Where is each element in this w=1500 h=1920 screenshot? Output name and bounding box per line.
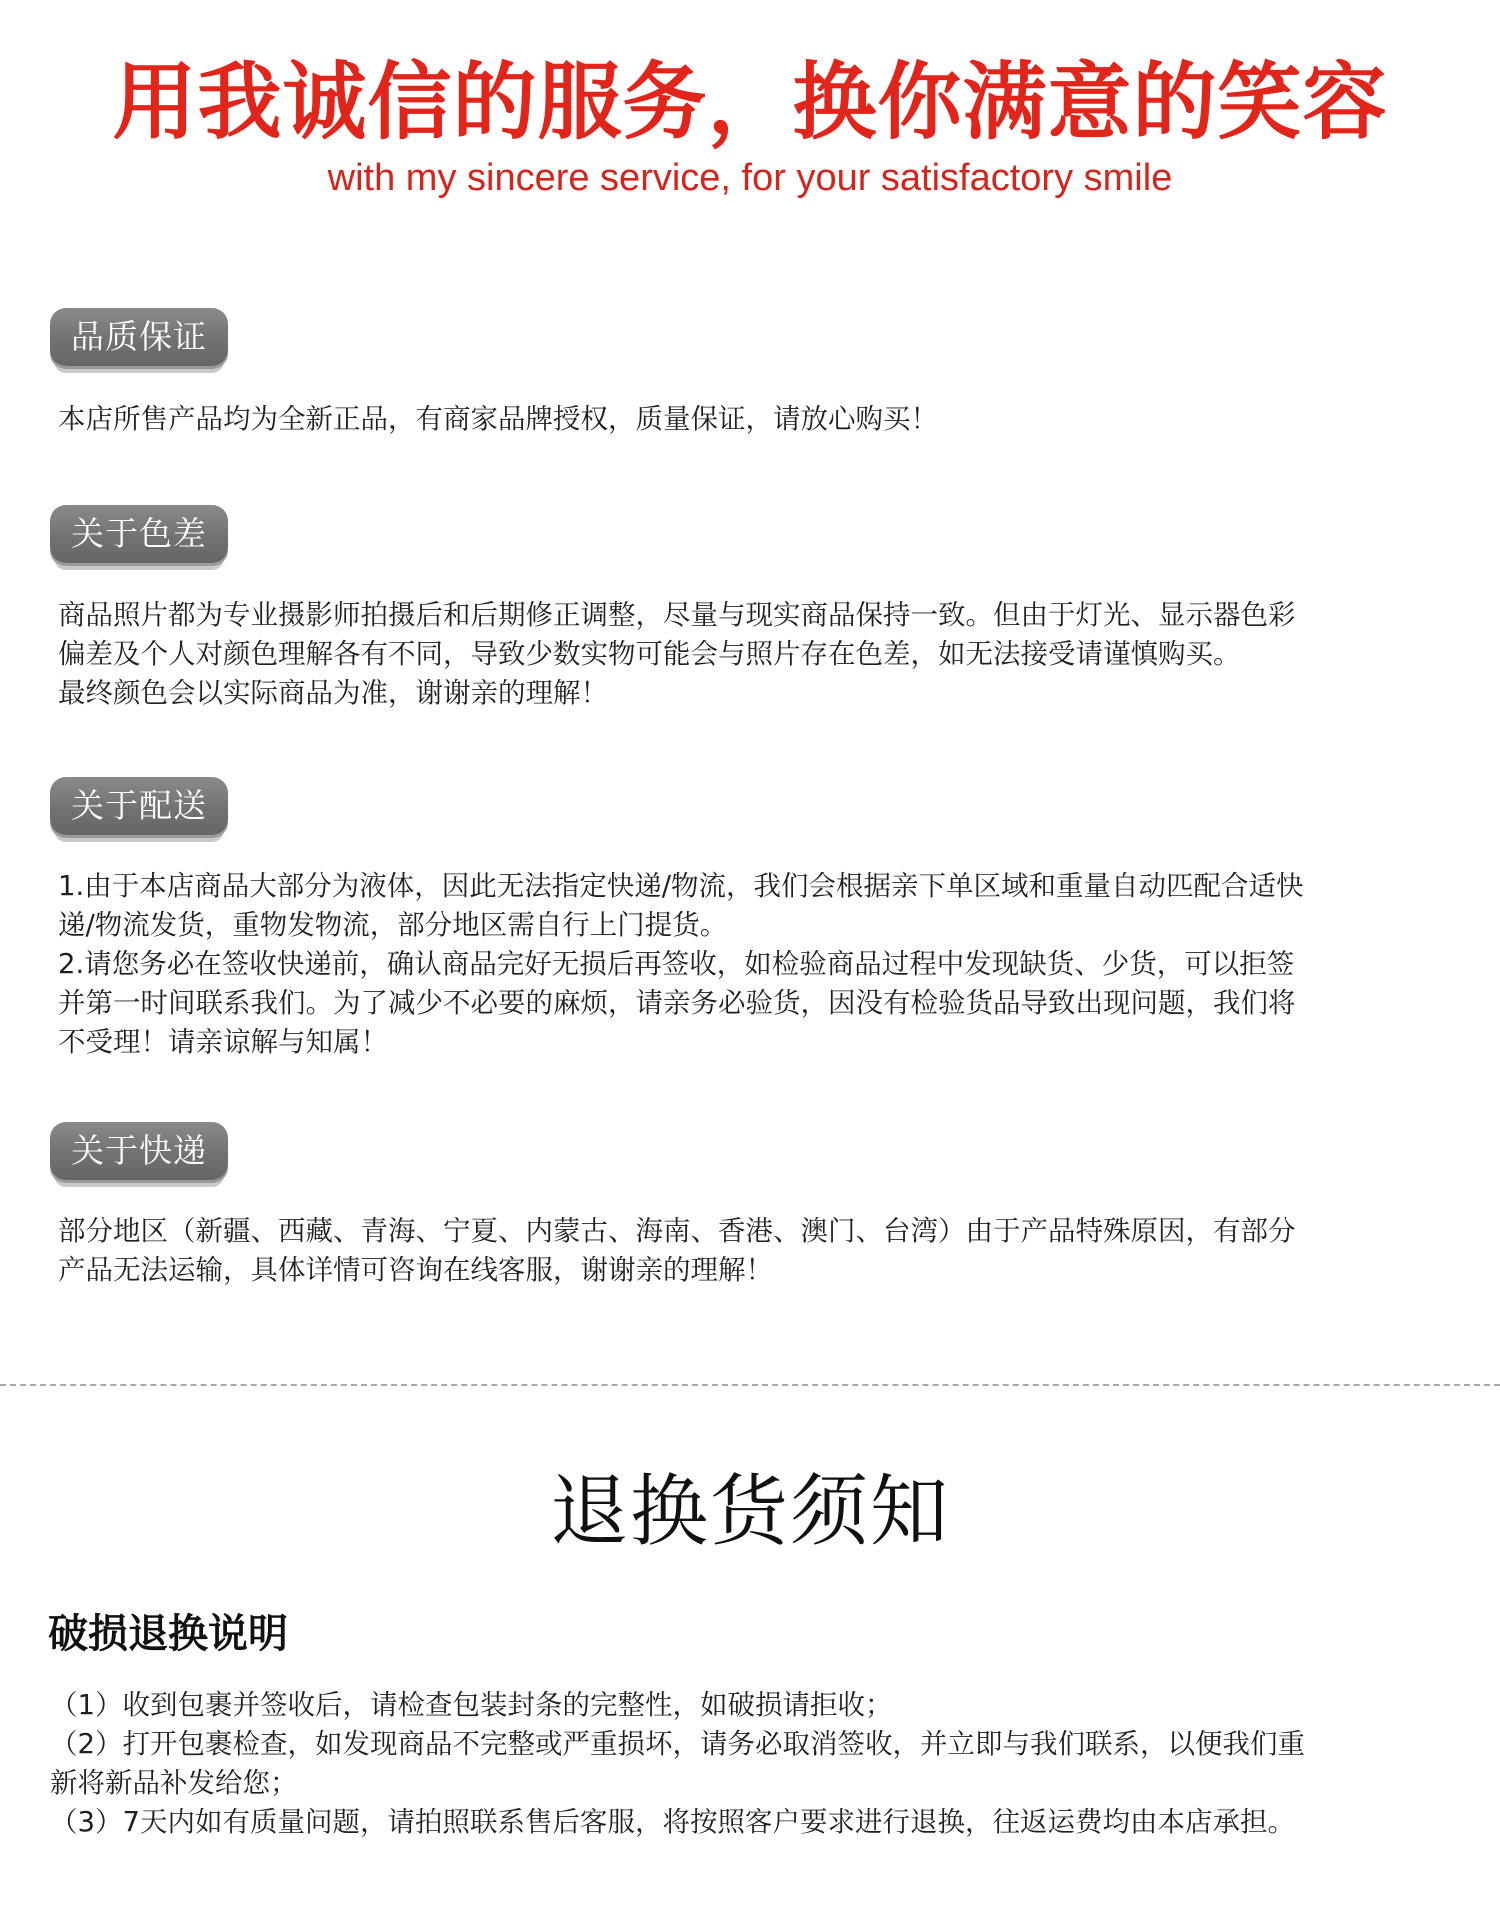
section-badge-quality: 品质保证 <box>50 308 228 366</box>
section-text-quality <box>58 400 1448 439</box>
hero-banner <box>0 53 1500 202</box>
text-line: 并第一时间联系我们。为了减少不必要的麻烦，请亲务必验货，因没有检验货品导致出现问题，我们将 <box>58 987 1296 1019</box>
text-line: （3）7天内如有质量问题，请拍照联系售后客服，将按照客户要求进行退换，往返运费均由本店承担。 <box>50 1806 1295 1838</box>
hero-subtitle: with my sincere service, for your satisfactory smile <box>327 157 1173 200</box>
section-badge-express: 关于快递 <box>50 1122 228 1180</box>
section-text-express <box>58 1212 1448 1290</box>
text-line: 2.请您务必在签收快递前，确认商品完好无损后再签收，如检验商品过程中发现缺货、少货，可以拒签 <box>58 948 1295 980</box>
section-text-delivery <box>58 867 1448 1062</box>
returns-subheading: 破损退换说明 <box>48 1611 288 1657</box>
text-line: 本店所售产品均为全新正品，有商家品牌授权，质量保证，请放心购买！ <box>58 403 938 435</box>
hero-title: 用我诚信的服务，换你满意的笑容 <box>112 53 1388 151</box>
text-line: （1）收到包裹并签收后，请检查包装封条的完整性，如破损请拒收； <box>50 1689 893 1721</box>
text-line: 新将新品补发给您； <box>50 1767 298 1799</box>
returns-title: 退换货须知 <box>549 1467 950 1557</box>
section-badge-color: 关于色差 <box>50 505 228 563</box>
text-line: 产品无法运输，具体详情可咨询在线客服，谢谢亲的理解！ <box>58 1254 773 1286</box>
section-badge-delivery: 关于配送 <box>50 777 228 835</box>
text-line: （2）打开包裹检查，如发现商品不完整或严重损坏，请务必取消签收，并立即与我们联系，以便我们重 <box>50 1728 1305 1760</box>
dashed-divider <box>0 1384 1500 1386</box>
text-line: 偏差及个人对颜色理解各有不同，导致少数实物可能会与照片存在色差，如无法接受请谨慎购买。 <box>58 638 1241 670</box>
returns-text <box>50 1686 1470 1842</box>
text-line: 商品照片都为专业摄影师拍摄后和后期修正调整，尽量与现实商品保持一致。但由于灯光、显示器色彩 <box>58 599 1296 631</box>
text-line: 不受理！请亲谅解与知属！ <box>58 1026 388 1058</box>
text-line: 部分地区（新疆、西藏、青海、宁夏、内蒙古、海南、香港、澳门、台湾）由于产品特殊原因，有部分 <box>58 1215 1296 1247</box>
text-line: 1.由于本店商品大部分为液体，因此无法指定快递/物流，我们会根据亲下单区域和重量自动匹配合适快 <box>58 870 1304 902</box>
section-text-color <box>58 596 1448 713</box>
text-line: 最终颜色会以实际商品为准，谢谢亲的理解！ <box>58 677 608 709</box>
text-line: 递/物流发货，重物发物流，部分地区需自行上门提货。 <box>58 909 728 941</box>
